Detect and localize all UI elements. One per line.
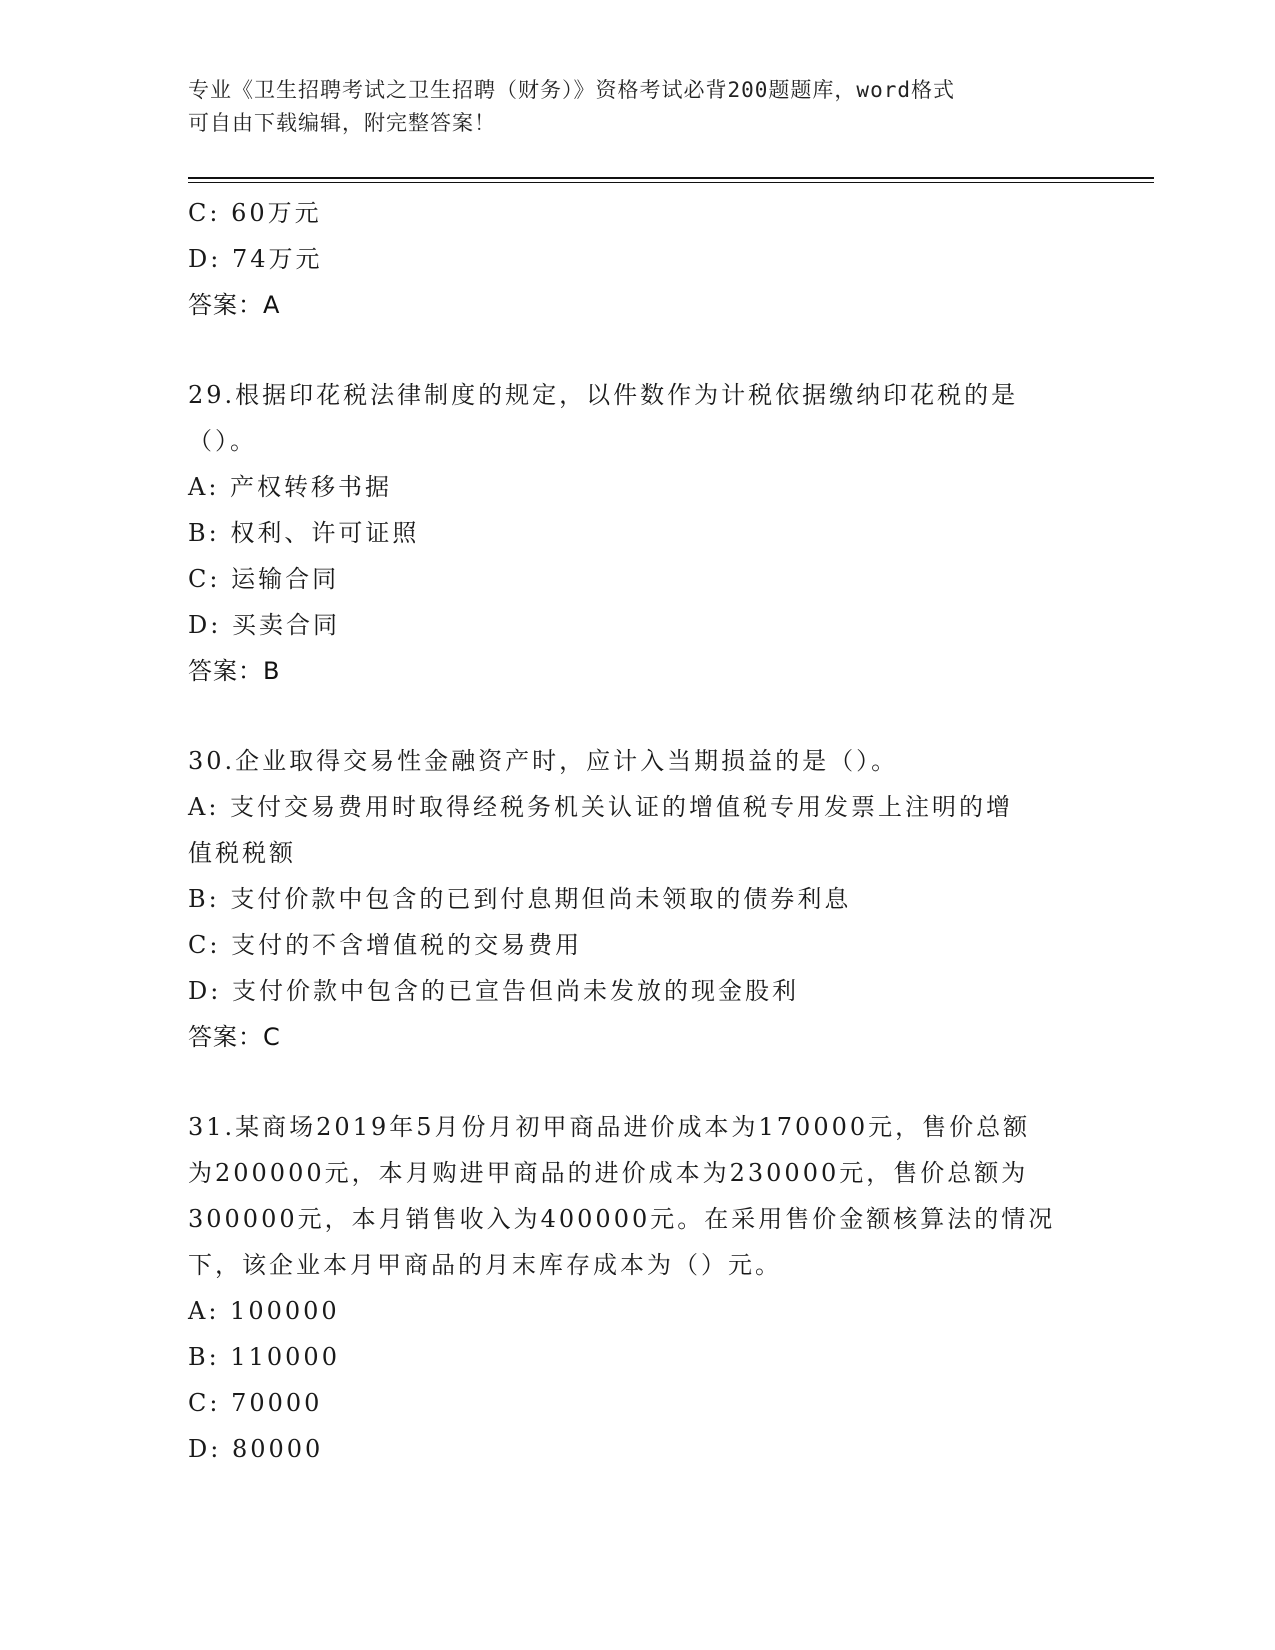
header-title-line-2: 可自由下载编辑，附完整答案！	[188, 111, 496, 135]
q30-option-b: B: 支付价款中包含的已到付息期但尚未领取的债券利息	[188, 885, 852, 913]
header-title-line-1: 专业《卫生招聘考试之卫生招聘（财务）》资格考试必背200题题库，word格式	[188, 78, 955, 102]
q31-stem-line-2: 为200000元，本月购进甲商品的进价成本为230000元，售价总额为	[188, 1159, 1029, 1187]
q29-option-c: C: 运输合同	[188, 565, 340, 593]
question-30	[188, 738, 1088, 1060]
question-29	[188, 372, 1088, 694]
q31-option-a: A: 100000	[188, 1297, 340, 1325]
q28-option-d: D: 74万元	[188, 245, 323, 273]
q31-option-b: B: 110000	[188, 1343, 340, 1371]
q30-option-a-line-2: 值税税额	[188, 839, 296, 867]
spacer	[188, 694, 1088, 738]
q30-option-d: D: 支付价款中包含的已宣告但尚未发放的现金股利	[188, 977, 799, 1005]
q31-stem-line-3: 300000元，本月销售收入为400000元。在采用售价金额核算法的情况	[188, 1205, 1056, 1233]
q29-option-b: B: 权利、许可证照	[188, 519, 420, 547]
header-rule-thin	[188, 182, 1154, 183]
q28-answer: 答案：A	[188, 291, 281, 319]
question-31	[188, 1104, 1088, 1472]
q30-option-c: C: 支付的不含增值税的交易费用	[188, 931, 583, 959]
q29-stem-line-2: （）。	[188, 427, 257, 455]
question-28-tail	[188, 190, 1088, 328]
question-list	[188, 190, 1088, 1472]
q28-option-c: C: 60万元	[188, 199, 322, 227]
q30-stem: 30.企业取得交易性金融资产时，应计入当期损益的是（）。	[188, 747, 899, 775]
q29-answer: 答案：B	[188, 657, 281, 685]
document-header	[188, 74, 1068, 140]
q30-answer: 答案：C	[188, 1023, 281, 1051]
q31-stem-line-1: 31.某商场2019年5月份月初甲商品进价成本为170000元，售价总额	[188, 1113, 1031, 1141]
q31-option-d: D: 80000	[188, 1435, 324, 1463]
q31-option-c: C: 70000	[188, 1389, 323, 1417]
q30-option-a-line-1: A: 支付交易费用时取得经税务机关认证的增值税专用发票上注明的增	[188, 793, 1014, 821]
header-rule-thick	[188, 177, 1154, 179]
q29-option-d: D: 买卖合同	[188, 611, 340, 639]
q29-option-a: A: 产权转移书据	[188, 473, 393, 501]
q31-stem-line-4: 下，该企业本月甲商品的月末库存成本为（）元。	[188, 1251, 782, 1279]
q29-stem-line-1: 29.根据印花税法律制度的规定，以件数作为计税依据缴纳印花税的是	[188, 381, 1019, 409]
spacer	[188, 328, 1088, 372]
spacer	[188, 1060, 1088, 1104]
